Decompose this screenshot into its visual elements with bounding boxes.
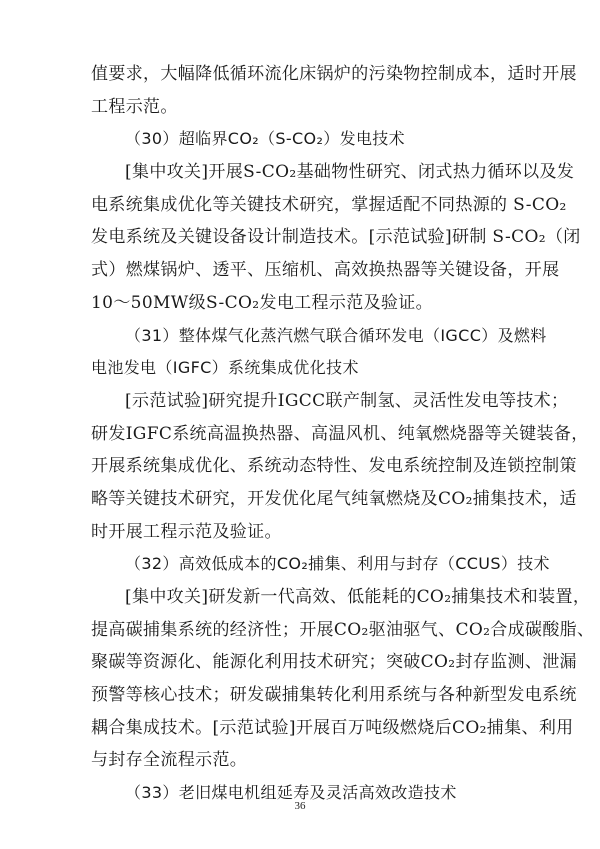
text-line: 工程示范。	[91, 96, 178, 117]
text-line: [示范试验]研究提升IGCC联产制氢、灵活性发电等技术；	[125, 390, 569, 411]
section-heading-32: （32）高效低成本的CO₂捕集、利用与封存（CCUS）技术	[125, 554, 550, 574]
section-heading-31-cont: 电池发电（IGFC）系统集成优化技术	[91, 358, 359, 378]
section-heading-30: （30）超临界CO₂（S-CO₂）发电技术	[125, 129, 405, 149]
section-heading-33: （33）老旧煤电机组延寿及灵活高效改造技术	[125, 783, 457, 803]
page-number: 36	[294, 800, 306, 812]
text-line: 预警等核心技术；研发碳捕集转化利用系统与各种新型发电系统	[91, 685, 577, 706]
text-line: [集中攻关]研发新一代高效、低能耗的CO₂捕集技术和装置，	[125, 587, 591, 607]
text-line: 式）燃煤锅炉、透平、压缩机、高效换热器等关键设备，开展	[91, 260, 560, 281]
text-line: 电系统集成优化等关键技术研究，掌握适配不同热源的 S-CO₂	[91, 194, 567, 215]
text-line: 聚碳等资源化、能源化利用技术研究；突破CO₂封存监测、泄漏	[91, 652, 577, 673]
text-line: 研发IGFC系统高温换热器、高温风机、纯氧燃烧器等关键装备，	[91, 423, 589, 444]
text-line: 值要求，大幅降低循环流化床锅炉的污染物控制成本，适时开展	[91, 64, 577, 84]
text-line: 发电系统及关键设备设计制造技术。[示范试验]研制 S-CO₂（闭	[91, 227, 581, 248]
document-body	[91, 58, 595, 810]
text-line: 时开展工程示范及验证。	[91, 521, 282, 542]
text-line: 提高碳捕集系统的经济性；开展CO₂驱油驱气、CO₂合成碳酸脂、	[91, 619, 595, 640]
text-line: 与封存全流程示范。	[91, 750, 248, 771]
text-line: 开展系统集成优化、系统动态特性、发电系统控制及连锁控制策	[91, 456, 577, 477]
text-line: 10～50MW级S-CO₂发电工程示范及验证。	[91, 292, 433, 313]
text-line: 耦合集成技术。[示范试验]开展百万吨级燃烧后CO₂捕集、利用	[91, 717, 574, 738]
text-line: 略等关键技术研究，开发优化尾气纯氧燃烧及CO₂捕集技术，适	[91, 488, 577, 509]
text-line: [集中攻关]开展S-CO₂基础物性研究、闭式热力循环以及发	[125, 162, 575, 183]
section-heading-31: （31）整体煤气化蒸汽燃气联合循环发电（IGCC）及燃料	[125, 325, 547, 345]
